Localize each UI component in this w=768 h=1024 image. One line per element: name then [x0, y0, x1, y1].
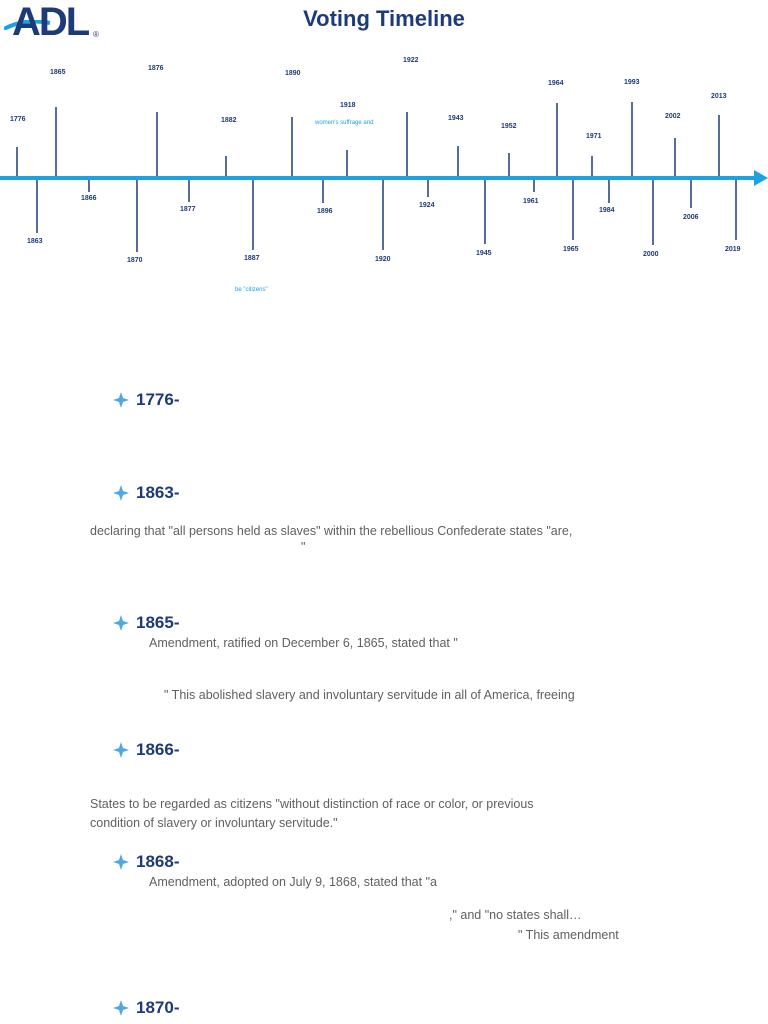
label-1920: 1920 — [375, 256, 391, 263]
entry-text-line: declaring that "all persons held as slaves" within the rebellious Confederate states "are, — [90, 524, 573, 538]
label-1984: 1984 — [599, 207, 615, 214]
logo-text: ADL — [12, 0, 89, 44]
voting-timeline — [0, 50, 768, 310]
page-title: Voting Timeline — [303, 6, 465, 31]
entry-heading — [112, 390, 179, 410]
label-1945: 1945 — [476, 250, 492, 257]
label-1964: 1964 — [548, 80, 564, 87]
label-1924: 1924 — [419, 202, 435, 209]
four-point-star-bullet-icon — [112, 391, 130, 409]
label-1965: 1965 — [563, 246, 579, 253]
entry-text-line: Amendment, ratified on December 6, 1865, stated that " — [149, 636, 458, 650]
label-1971: 1971 — [586, 133, 602, 140]
entry-year: 1868- — [136, 852, 180, 871]
entry-heading — [112, 483, 179, 503]
entry-heading — [112, 998, 179, 1018]
label-1876: 1876 — [148, 65, 164, 72]
label-1866: 1866 — [81, 195, 97, 202]
entry-text-line: " This abolished slavery and involuntary servitude in all of America, freeing — [164, 688, 575, 702]
entry-text-line: condition of slavery or involuntary servitude." — [90, 816, 338, 830]
four-point-star-bullet-icon — [112, 741, 130, 759]
label-2013: 2013 — [711, 93, 727, 100]
four-point-star-bullet-icon — [112, 614, 130, 632]
entry-year: 1863- — [136, 483, 180, 502]
label-1870: 1870 — [127, 257, 143, 264]
logo-registered-mark: ® — [93, 30, 99, 39]
label-1877: 1877 — [180, 206, 196, 213]
label-1922: 1922 — [403, 57, 419, 64]
entry-text-line: ," and "no states shall… — [449, 908, 582, 922]
entry-year: 1866- — [136, 740, 180, 759]
entry-heading — [112, 740, 179, 760]
entry-text-line: Amendment, adopted on July 9, 1868, stated that "a — [149, 875, 437, 889]
entry-year: 1776- — [136, 390, 180, 409]
label-1896: 1896 — [317, 208, 333, 215]
label-1887: 1887 — [244, 255, 260, 262]
four-point-star-bullet-icon — [112, 999, 130, 1017]
entry-text-line: " This amendment — [518, 928, 619, 942]
entry-text-line: States to be regarded as citizens "without distinction of race or color, or previous — [90, 797, 534, 811]
label-1863: 1863 — [27, 238, 43, 245]
entry-text-line: " — [301, 540, 306, 554]
label-1952: 1952 — [501, 123, 517, 130]
entry-heading — [112, 852, 179, 872]
note-womens-suffrage: women's suffrage and — [315, 120, 374, 126]
entry-heading — [112, 613, 179, 633]
label-1918: 1918 — [340, 102, 356, 109]
label-1993: 1993 — [624, 79, 640, 86]
label-2019: 2019 — [725, 246, 741, 253]
label-2002: 2002 — [665, 113, 681, 120]
label-1776: 1776 — [10, 116, 26, 123]
label-1961: 1961 — [523, 198, 539, 205]
four-point-star-bullet-icon — [112, 853, 130, 871]
note-be-citizens: be "citizens" — [235, 287, 268, 293]
entry-year: 1865- — [136, 613, 180, 632]
label-2006: 2006 — [683, 214, 699, 221]
label-1890: 1890 — [285, 70, 301, 77]
timeline-arrowhead — [754, 170, 768, 186]
label-1943: 1943 — [448, 115, 464, 122]
label-1865: 1865 — [50, 69, 66, 76]
four-point-star-bullet-icon — [112, 484, 130, 502]
entry-year: 1870- — [136, 998, 180, 1017]
label-2000: 2000 — [643, 251, 659, 258]
label-1882: 1882 — [221, 117, 237, 124]
